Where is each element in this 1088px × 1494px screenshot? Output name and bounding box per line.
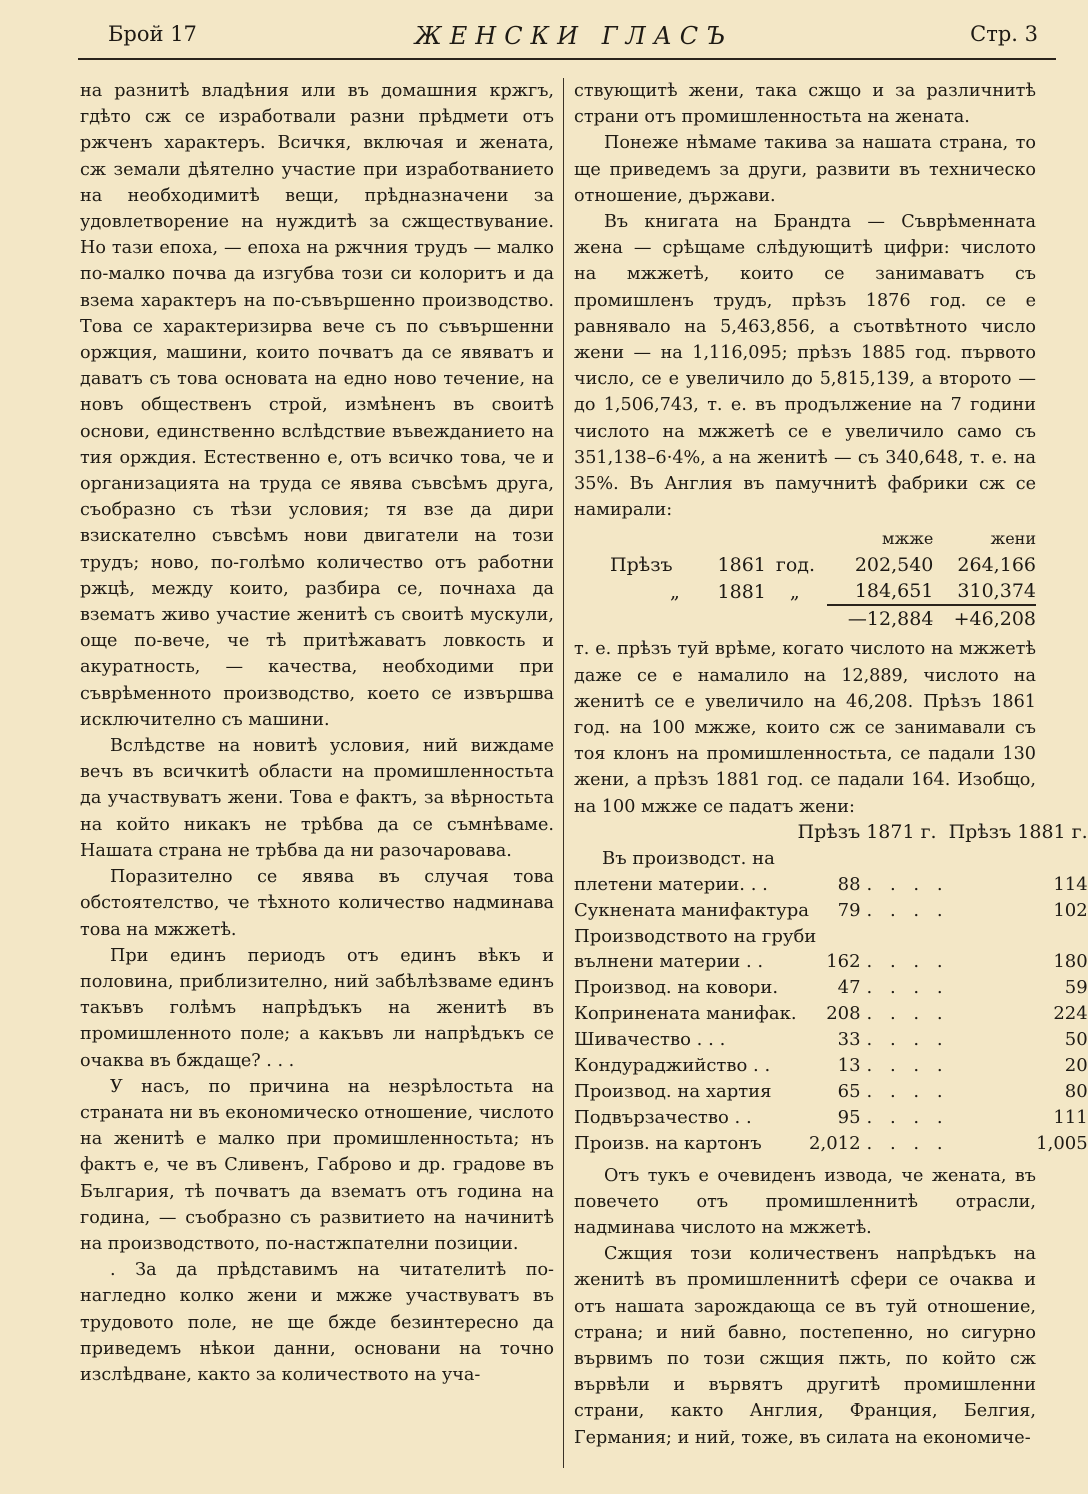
- table-row: [574, 846, 1088, 872]
- header-rule: [78, 58, 1056, 60]
- column-header-women: жени: [990, 529, 1036, 549]
- paragraph: Сжщия този количественъ напрѣдъкъ на женитѣ въ промишленнитѣ сфери се очаква и отъ нашата зарождающа се въ туй отношение, страна; и ний бавно, постепенно, но сигурно вървимъ по този сжщия пжть, по който сж вървѣли и вървятъ другитѣ промишленни страни, както Англия, Франция, Белгия, Германия; и ний, тоже, въ силата на економиче-: [574, 1244, 1036, 1448]
- table-header-row: [574, 820, 1088, 846]
- table-row: Прѣзъ 1861 год. 202,540 264,166: [610, 554, 1036, 577]
- table-header-row: [574, 526, 1036, 552]
- column-divider: [563, 78, 564, 1468]
- table-row: вълнени материи . . 162 . . . . 180: [574, 951, 1088, 973]
- paragraph: Понеже нѣмаме такива за нашата страна, то ще приведемъ за други, развити въ техническо отношение, държави.: [574, 133, 1036, 206]
- table-difference-row: [574, 605, 1036, 632]
- paragraph: . За да прѣдставимъ на читателитѣ по-нагледно колко жени и мжже участвуватъ въ трудовото поле, не ще бжде безинтересно да приведемъ нѣкои данни, основани на точно изслѣдване, както за количеството на уча-: [80, 1260, 554, 1385]
- table-row: Копринената манифак. 208 . . . . 224: [574, 1003, 1088, 1025]
- column-header-men: мжже: [882, 529, 934, 549]
- issue-number: Брой 17: [108, 22, 197, 46]
- left-column: [80, 78, 554, 1388]
- paragraph: Вслѣдствe на новитѣ условия, ний виждаме вечъ въ всичкитѣ области на промишленностьта да участвуватъ жени. Това е фактъ, за вѣрностьта на който никакъ не трѣбва да се съмнѣваме. Нашата страна не трѣбва да ни разочаровава.: [80, 736, 554, 861]
- table-row: Шивачество . . . 33 . . . . 50: [574, 1029, 1088, 1051]
- difference-women: +46,208: [933, 605, 1036, 632]
- column-header-1871: Прѣзъ 1871 г.: [797, 820, 937, 843]
- industry-ratio-table: [574, 820, 1088, 1157]
- paragraph: ствующитѣ жени, така сжщо и за различнитѣ страни отъ промишленностьта на жената.: [574, 81, 1036, 128]
- table-subheading: Въ производст. на: [602, 847, 775, 869]
- table-row: Производ. на ковори. 47 . . . . 59: [574, 977, 1088, 999]
- paragraph: на разнитѣ владѣния или въ домашния кржгъ, гдѣто сж се изработвали разни прѣдмети отъ ржченъ характеръ. Всичкя, включая и жената, сж земали дѣятелно участие при изработванието на необходимитѣ вещи, прѣдназначени за удовлетворение на нуждитѣ за сжществувание. Но тази епоха, — епоха на ржчния трудъ — малко по-малко почва да изгубва този си колоритъ и да взема характеръ на по-съвършенно производство. Това се характеризирва вече съ по съвършенни оржция, машини, които почватъ да се явяватъ и даватъ съ това основата на едно ново течение, на новъ общественъ строй, измѣненъ въ своитѣ основи, единственно вслѣдствие въвежданието на тия орждия. Естественно е, отъ всичко това, че и организацията на труда се явява съвсѣмъ друга, съобразно съ тѣзи условия; тя взе да дири взискателно съвсѣмъ нови двигатели на този трудъ; ново, по-голѣмо количество отъ работни ржцѣ, между които, разбира се, почнаха да взематъ живо участие женитѣ съ своитѣ мускули, още по-вече, че тѣ притѣжаватъ ловкость и акуратность, — качества, необходими при съврѣменното производство, което се извършва исключително съ машини.: [80, 81, 554, 730]
- table-row: Производ. на хартия 65 . . . . 80: [574, 1080, 1088, 1102]
- table-row: Кондураджийство . . 13 . . . . 20: [574, 1055, 1088, 1077]
- right-column: [574, 78, 1088, 1451]
- table-row: Подвързачество . . 95 . . . . 111: [574, 1106, 1088, 1128]
- page-number: Стр. 3: [970, 22, 1038, 46]
- paragraph: Поразително се явява въ случая това обстоятелство, че тѣхното количество надминава това на мжжетѣ.: [80, 867, 554, 940]
- paragraph: Отъ тукъ е очевиденъ извода, че жената, въ повечето отъ промишленнитѣ отрасли, надминава числото на мжжетѣ.: [574, 1165, 1036, 1239]
- paragraph: У насъ, по причина на незрѣлостьта на страната ни въ економическо отношение, числото на женитѣ е малко при промишленностьта; нъ фактъ е, че въ Сливенъ, Габрово и др. градове въ България, тѣ почватъ да взематъ отъ година на година, — съобразно съ развитието на начинитѣ на производството, по-настжпателни позиции.: [80, 1076, 554, 1254]
- paragraph: При единъ периодъ отъ единъ вѣкъ и половина, приблизително, ний забѣлѣзваме единъ такъвъ голѣмъ напрѣдъкъ на женитѣ въ промишленното поле; а какъвъ ли напрѣдъкъ се очаква въ бждаще? . . .: [80, 945, 554, 1071]
- table-row: „ 1881 „ 184,651 310,374: [670, 580, 1036, 603]
- cotton-factories-table: [574, 526, 1036, 632]
- paragraph: Въ книгата на Брандта — Съврѣменната жена — срѣщаме слѣдующитѣ цифри: числото на мжжетѣ, които се занимаватъ съ промишленъ трудъ, прѣзъ 1876 год. се е равнявало на 5,463,856, а съотвѣтното число жени — на 1,116,095; прѣзъ 1885 год. първото число, се е увеличило до 5,815,139, а второто — до 1,506,743, т. е. въ продължение на 7 години числото на мжжетѣ се е увеличило само съ 351,138–6·4%, а на женитѣ — съ 340,648, т. е. на 35%. Въ Англия въ памучнитѣ фабрики сж се намирали:: [574, 212, 1036, 521]
- table-row: плетени материи. . . 88 . . . . 114: [574, 873, 1088, 895]
- table-row: Произв. на картонъ 2,012 . . . . 1,005: [574, 1132, 1088, 1154]
- difference-men: —12,884: [827, 605, 933, 632]
- column-header-1881: Прѣзъ 1881 г.: [948, 820, 1088, 843]
- paragraph: т. е. прѣзъ туй врѣме, когато числото на мжжетѣ даже се е намалило на 12,889, числото на женитѣ се е увеличило на 46,208. Прѣзъ 1861 год. на 100 мжже, които сж се занимавали съ тоя клонъ на промишленностьта, се падали 130 жени, а прѣзъ 1881 год. се падали 164. Изобщо, на 100 мжже се падатъ жени:: [574, 639, 1036, 817]
- page-header: [108, 22, 1040, 56]
- table-row: Производството на груби: [574, 925, 817, 947]
- table-row: Сукнената манифактура 79 . . . . 102: [574, 899, 1088, 921]
- newspaper-title: ЖЕНСКИ ГЛАСЪ: [414, 22, 734, 50]
